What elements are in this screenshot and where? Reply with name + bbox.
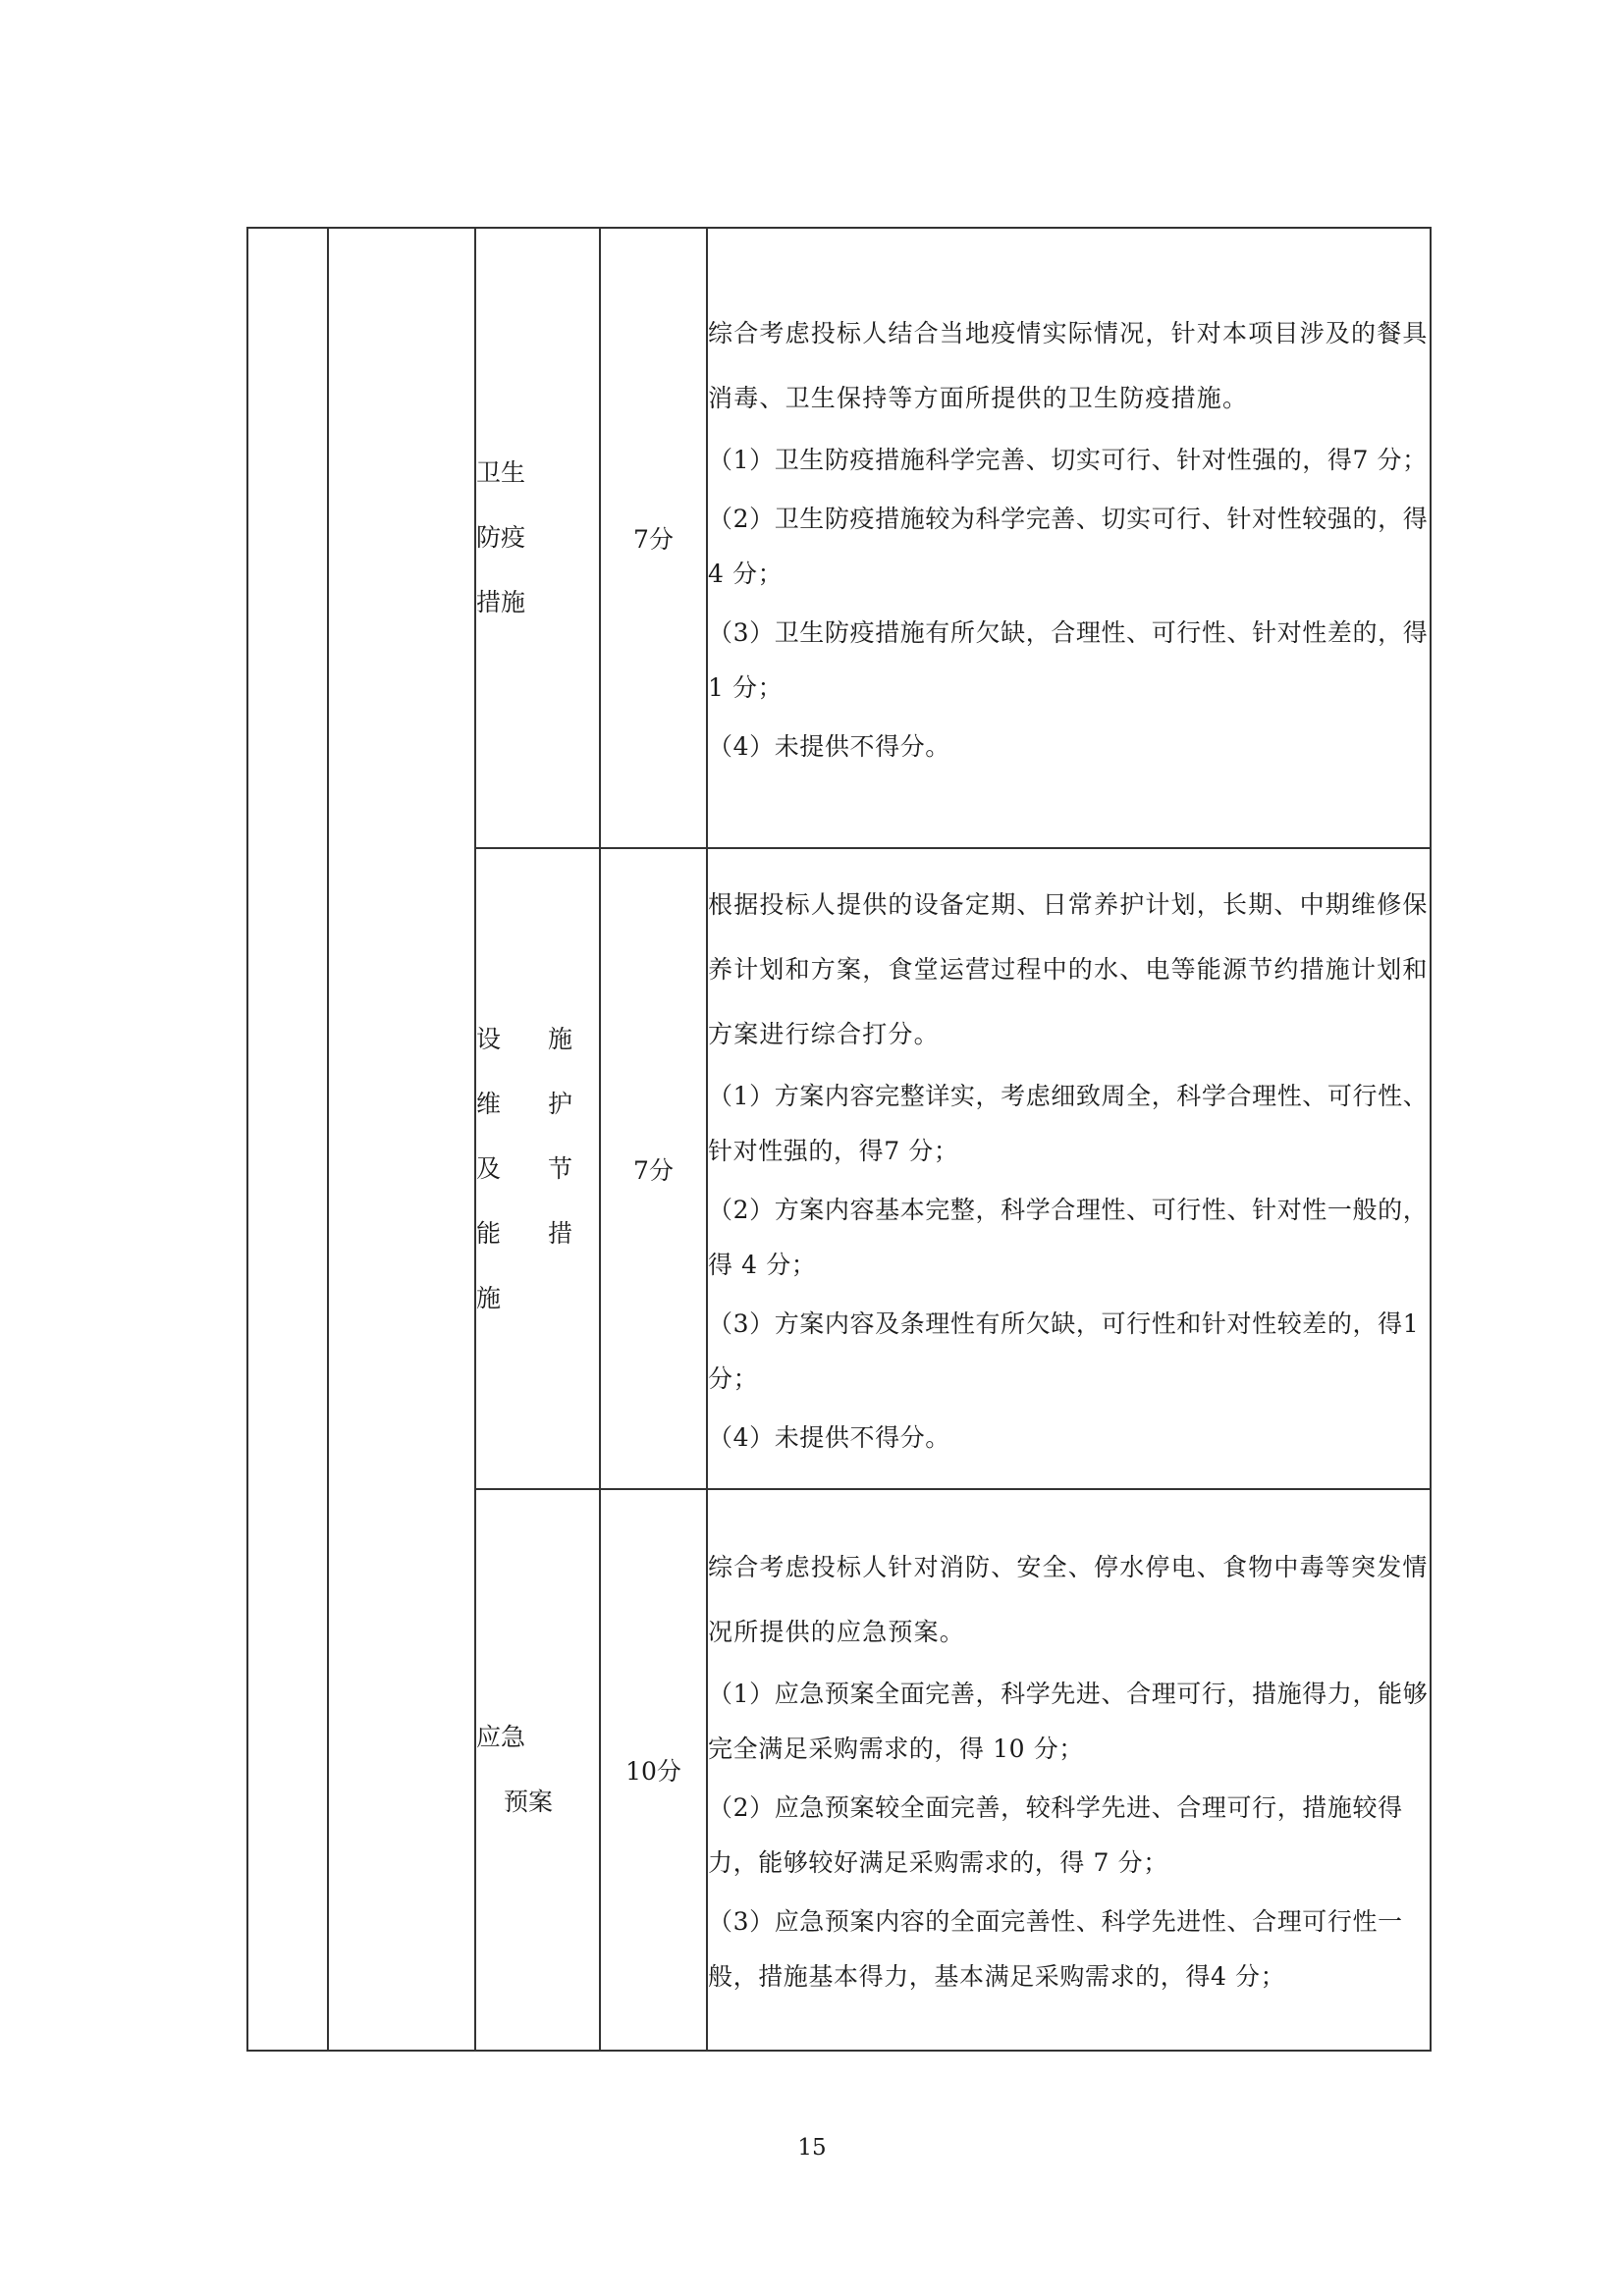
subcategory-cell (328, 228, 475, 2051)
criteria-rule: （4）未提供不得分。 (708, 732, 950, 761)
item-name-line (476, 1072, 621, 1137)
criteria-rule: （1）方案内容完整详实，考虑细致周全，科学合理性、可行性、针对性强的，得7 分； (708, 1081, 1429, 1165)
score-cell: 7分 (600, 848, 707, 1489)
item-name-cell (475, 848, 621, 1489)
item-name-char: 能措 (476, 1218, 621, 1248)
item-name-line (476, 1201, 621, 1266)
item-name-char: 设施 (476, 1024, 621, 1053)
item-name-line: 卫生 (476, 458, 526, 487)
item-name-line (476, 1007, 621, 1072)
criteria-cell (707, 848, 1431, 1489)
item-name-cell (475, 1489, 600, 2051)
score-cell: 7分 (600, 228, 707, 848)
item-name-line (476, 1137, 621, 1201)
criteria-rule: （1）卫生防疫措施科学完善、切实可行、针对性强的，得7 分； (708, 446, 1428, 474)
criteria-cell (707, 228, 1431, 848)
criteria-intro: 根据投标人提供的设备定期、日常养护计划，长期、中期维修保养计划和方案，食堂运营过程中的水、电等能源节约措施计划和方案进行综合打分。 (708, 889, 1429, 1048)
criteria-intro: 综合考虑投标人针对消防、安全、停水停电、食物中毒等突发情况所提供的应急预案。 (708, 1553, 1429, 1646)
score-cell: 10分 (600, 1489, 707, 2051)
criteria-rule: （3）卫生防疫措施有所欠缺，合理性、可行性、针对性差的，得 1 分； (708, 618, 1429, 702)
item-name-line: 施 (476, 1283, 502, 1312)
criteria-rule: （3）方案内容及条理性有所欠缺，可行性和针对性较差的，得1 分； (708, 1308, 1420, 1393)
item-name-line: 应急 (476, 1723, 526, 1751)
criteria-rule: （3）应急预案内容的全面完善性、科学先进性、合理可行性一般，措施基本得力，基本满足采购需求的，得4 分； (708, 1907, 1403, 1991)
table-row (247, 228, 1431, 848)
item-name-line: 预案 (504, 1788, 554, 1816)
category-cell (247, 228, 328, 2051)
item-name-line: 措施 (476, 588, 526, 616)
page-number: 15 (797, 2135, 827, 2161)
item-name-char: 维护 (476, 1089, 621, 1118)
item-name-line: 防疫 (476, 523, 526, 552)
criteria-intro: 综合考虑投标人结合当地疫情实际情况，针对本项目涉及的餐具消毒、卫生保持等方面所提供的卫生防疫措施。 (708, 319, 1429, 412)
criteria-rule: （4）未提供不得分。 (708, 1422, 950, 1452)
criteria-rule: （2）方案内容基本完整，科学合理性、可行性、针对性一般的，得 4 分； (708, 1195, 1429, 1279)
criteria-rule: （2）应急预案较全面完善，较科学先进、合理可行，措施较得力，能够较好满足采购需求的，得 7 分； (708, 1793, 1403, 1877)
criteria-cell (707, 1489, 1431, 2051)
criteria-rule: （1）应急预案全面完善，科学先进、合理可行，措施得力，能够完全满足采购需求的，得 10 分； (708, 1680, 1429, 1763)
item-name-cell (475, 228, 600, 848)
criteria-rule: （2）卫生防疫措施较为科学完善、切实可行、针对性较强的，得 4 分； (708, 505, 1429, 588)
scoring-table (246, 227, 1432, 2052)
item-name-char: 及节 (476, 1153, 621, 1183)
